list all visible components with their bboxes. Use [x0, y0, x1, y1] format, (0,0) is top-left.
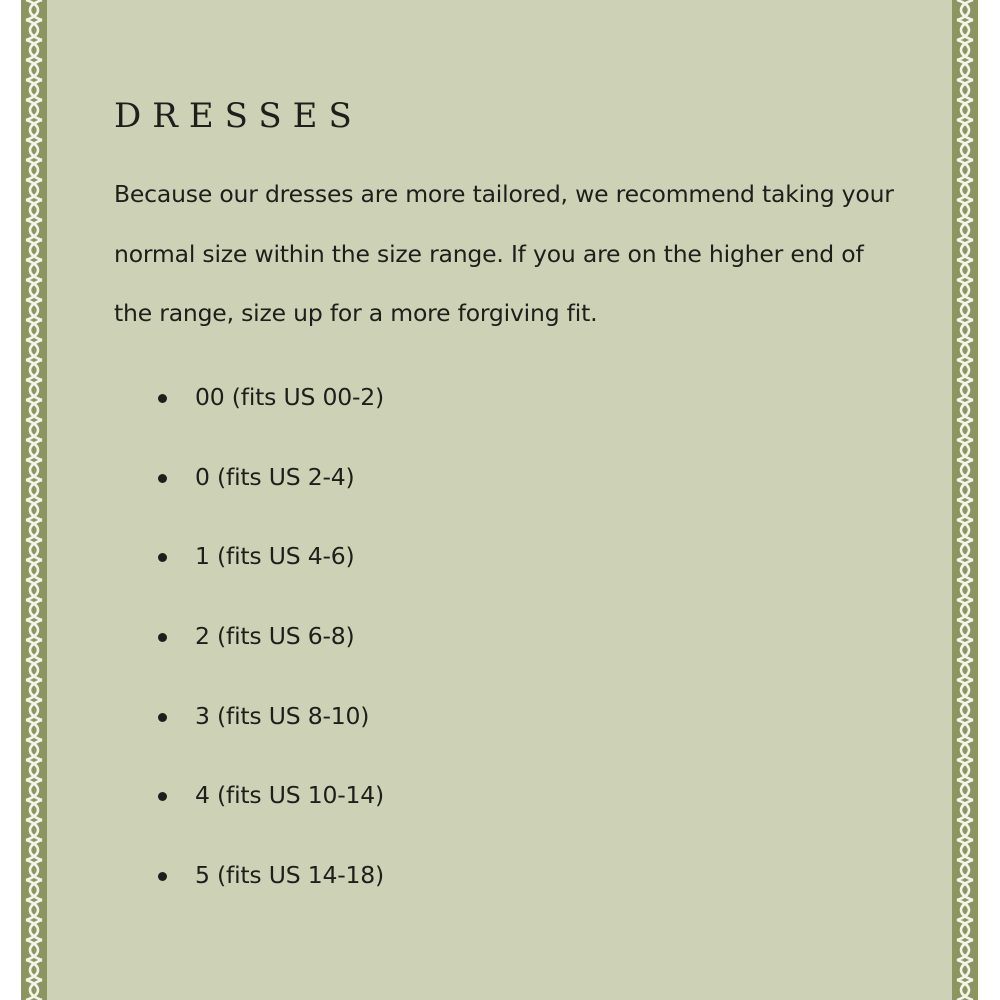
sizing-recommendation-text: Because our dresses are more tailored, we recommend taking your normal size within the size range. If you are on the higher end of the range, size up for a more forgiving fit.: [114, 180, 894, 327]
section-title: DRESSES: [114, 96, 363, 136]
size-list-item: [152, 438, 384, 518]
braided-border-icon: [952, 0, 978, 1000]
bullet-icon: [158, 713, 167, 722]
size-list-item: [152, 677, 384, 757]
left-braided-border: [21, 0, 47, 1000]
bullet-icon: [158, 394, 167, 403]
size-label: 3 (fits US 8-10): [195, 701, 370, 730]
size-label: 4 (fits US 10-14): [195, 781, 384, 810]
size-list-item: [152, 517, 384, 597]
size-label: 1 (fits US 4-6): [195, 542, 355, 571]
braided-border-icon: [21, 0, 47, 1000]
size-list-item: [152, 756, 384, 836]
bullet-icon: [158, 474, 167, 483]
size-label: 5 (fits US 14-18): [195, 861, 384, 890]
size-label: 00 (fits US 00-2): [195, 383, 384, 411]
bullet-icon: [158, 553, 167, 562]
bullet-icon: [158, 872, 167, 881]
size-list-item: [152, 836, 384, 916]
bullet-icon: [158, 792, 167, 801]
bullet-icon: [158, 633, 167, 642]
size-list-item: [152, 358, 384, 438]
size-guide-panel: [47, 0, 952, 1000]
size-label: 2 (fits US 6-8): [195, 622, 355, 651]
right-braided-border: [952, 0, 978, 1000]
size-list: [152, 358, 384, 916]
size-label: 0 (fits US 2-4): [195, 462, 355, 491]
size-list-item: [152, 597, 384, 677]
